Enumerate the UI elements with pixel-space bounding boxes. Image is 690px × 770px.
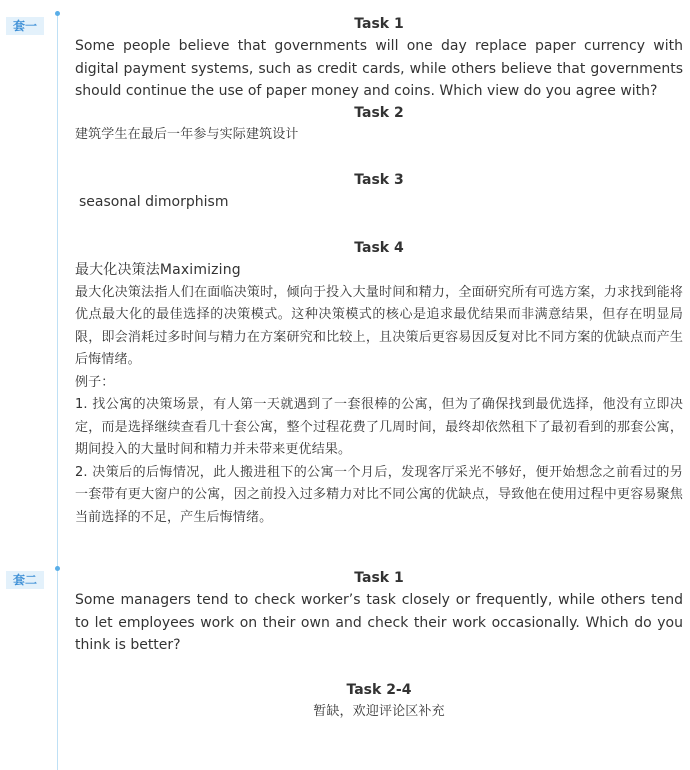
set1-task1: [75, 13, 683, 103]
task-title: Task 4: [354, 240, 404, 256]
set2-task1: [75, 567, 683, 657]
task-prompt: Some people believe that governments will one day replace paper currency with digital payment systems, such as credit cards, while others believe that governments should continue the use of paper money and coins. Which view do you agree with?: [75, 38, 683, 99]
task-prompt: 建筑学生在最后一年参与实际建筑设计: [75, 127, 299, 142]
set2-task24: [75, 679, 683, 724]
set1-task3: [75, 169, 683, 214]
set1-task4: [75, 237, 683, 529]
set1-tag: 套一: [6, 17, 44, 35]
task-title: Task 1: [354, 16, 404, 32]
task-prompt: 暂缺，欢迎评论区补充: [313, 704, 445, 719]
task-prompt: Some managers tend to check worker’s task closely or frequently, while others tend to let employees work on their own and check their work occasionally. Which do you think is better?: [75, 592, 683, 653]
concept-definition: 最大化决策法指人们在面临决策时，倾向于投入大量时间和精力，全面研究所有可选方案，力求找到能将优点最大化的最佳选择的决策模式。这种决策模式的核心是追求最优结果而非满意结果，但存在明显局限，即会消耗过多时间与精力在方案研究和比较上，且决策后更容易因反复对比不同方案的优缺点而产生后悔情绪。: [75, 284, 683, 367]
example-2: 2. 决策后的后悔情况，此人搬进租下的公寓一个月后，发现客厅采光不够好，便开始想念之前看过的另一套带有更大窗户的公寓，因之前投入过多精力对比不同公寓的优缺点，导致他在使用过程中更容易聚焦当前选择的不足，产生后悔情绪。: [75, 464, 683, 525]
task-title: Task 2: [354, 105, 404, 121]
examples-label: 例子：: [75, 374, 115, 390]
task-title: Task 1: [354, 570, 404, 586]
timeline-line: [57, 13, 58, 770]
task-title: Task 2-4: [346, 682, 412, 698]
set1-task2: [75, 102, 683, 147]
set2-tag: 套二: [6, 571, 44, 589]
concept-heading: 最大化决策法Maximizing: [75, 262, 241, 278]
example-1: 1. 找公寓的决策场景，有人第一天就遇到了一套很棒的公寓，但为了确保找到最优选择，他没有立即决定，而是选择继续查看几十套公寓，整个过程花费了几周时间，最终却依然租下了最初看到的那套公寓，期间投入的大量时间和精力并未带来更优结果。: [75, 397, 683, 457]
task-prompt: seasonal dimorphism: [79, 194, 229, 210]
task-title: Task 3: [354, 172, 404, 188]
timeline-dot-set1: [55, 11, 60, 16]
timeline-dot-set2: [55, 566, 60, 571]
